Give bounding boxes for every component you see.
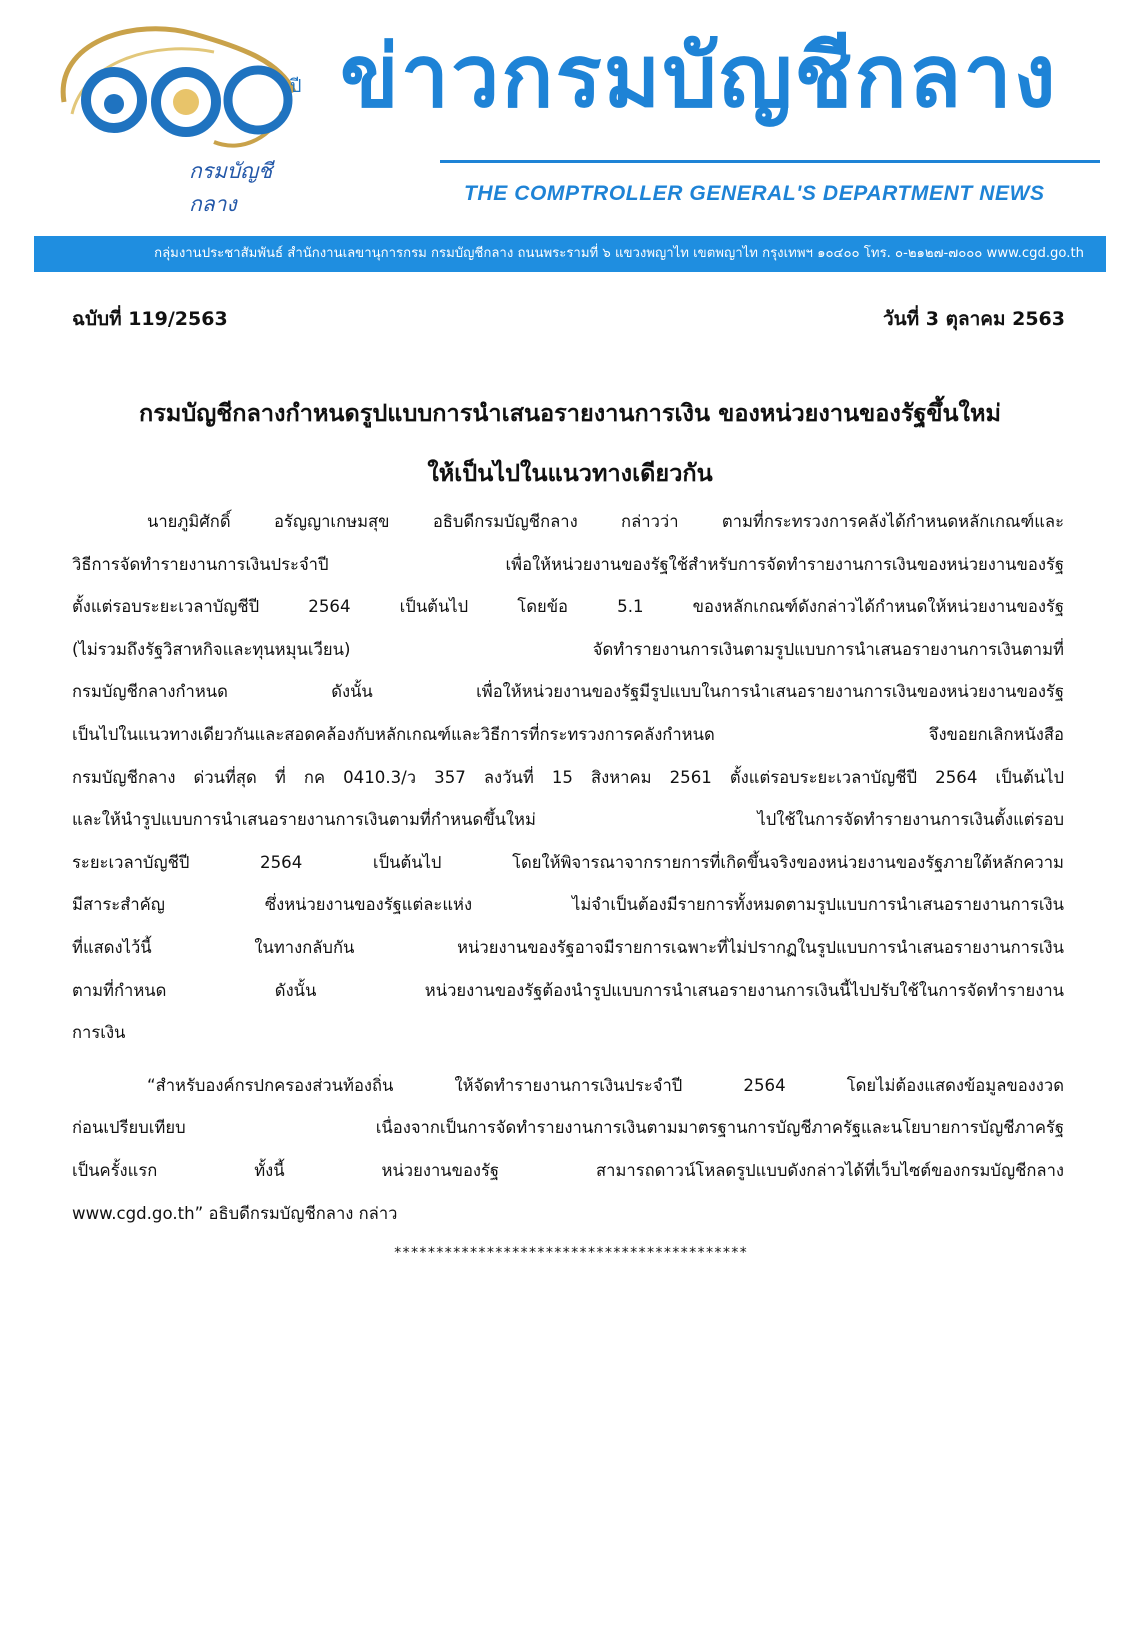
article-headline <box>60 383 1080 503</box>
paragraph-2-line: www.cgd.go.th” อธิบดีกรมบัญชีกลาง กล่าว <box>72 1203 398 1223</box>
paragraph-spacer <box>72 1055 1064 1065</box>
paragraph-1-line: การเงิน <box>72 1023 126 1043</box>
paragraph-2-line: ก่อนเปรียบเทียบ เนื่องจากเป็นการจัดทำรายงานการเงินตามมาตรฐานการบัญชีภาครัฐและนโยบายการบัญชีภาครัฐ <box>72 1118 1064 1138</box>
end-of-article-marker: ****************************************** <box>393 1245 748 1261</box>
paragraph-1-line: เป็นไปในแนวทางเดียวกันและสอดคล้องกับหลักเกณฑ์และวิธีการที่กระทรวงการคลังกำหนด จึงขอยกเลิกหนังสือ <box>72 724 1064 744</box>
issue-number: ฉบับที่ 119/2563 <box>72 308 228 330</box>
headline-line-2: ให้เป็นไปในแนวทางเดียวกัน <box>427 459 713 487</box>
paragraph-1-line: มีสาระสำคัญ ซึ่งหน่วยงานของรัฐแต่ละแห่ง ไม่จำเป็นต้องมีรายการทั้งหมดตามรูปแบบการนำเสนอรายงานการเงิน <box>72 895 1064 915</box>
paragraph-1-line: และให้นำรูปแบบการนำเสนอรายงานการเงินตามที่กำหนดขึ้นใหม่ ไปใช้ในการจัดทำรายงานการเงินตั้งแต่รอบ <box>72 810 1064 830</box>
newsletter-header <box>0 0 1141 230</box>
paragraph-1-line: นายภูมิศักดิ์ อรัญญาเกษมสุข อธิบดีกรมบัญชีกลาง กล่าวว่า ตามที่กระทรวงการคลังได้กำหนดหลักเกณฑ์และ <box>147 512 1064 531</box>
article-body <box>72 501 1064 1235</box>
paragraph-1-line: กรมบัญชีกลางกำหนด ดังนั้น เพื่อให้หน่วยงานของรัฐมีรูปแบบในการนำเสนอรายงานการเงินของหน่วยงานของรัฐ <box>72 682 1064 702</box>
issue-date: วันที่ 3 ตุลาคม 2563 <box>882 308 1065 330</box>
paragraph-1-line: ตั้งแต่รอบระยะเวลาบัญชีปี 2564 เป็นต้นไป โดยข้อ 5.1 ของหลักเกณฑ์ดังกล่าวได้กำหนดให้หน่วยงานของรัฐ <box>72 597 1064 617</box>
contact-bar: กลุ่มงานประชาสัมพันธ์ สำนักงานเลขานุการกรม กรมบัญชีกลาง ถนนพระรามที่ ๖ แขวงพญาไท เขตพญาไท กรุงเทพฯ ๑๐๔๐๐ โทร. ๐-๒๑๒๗-๗๐๐๐ www.cgd.go.th <box>34 236 1106 272</box>
paragraph-2-line: “สำหรับองค์กรปกครองส่วนท้องถิ่น ให้จัดทำรายงานการเงินประจำปี 2564 โดยไม่ต้องแสดงข้อมูลของงวด <box>147 1075 1064 1095</box>
newsletter-title: ข่าวกรมบัญชีกลาง <box>340 27 1058 127</box>
svg-text:ปี: ปี <box>290 76 302 97</box>
paragraph-1-line: วิธีการจัดทำรายงานการเงินประจำปี เพื่อให้หน่วยงานของรัฐใช้สำหรับการจัดทำรายงานการเงินของหน่วยงานของรัฐ <box>72 554 1064 574</box>
paragraph-1-line: ที่แสดงไว้นี้ ในทางกลับกัน หน่วยงานของรัฐอาจมีรายการเฉพาะที่ไม่ปรากฏในรูปแบบการนำเสนอรายงานการเงิน <box>72 937 1064 957</box>
paragraph-1-line: ตามที่กำหนด ดังนั้น หน่วยงานของรัฐต้องนำรูปแบบการนำเสนอรายงานการเงินนี้ไปปรับใช้ในการจัดทำรายงาน <box>72 980 1064 1000</box>
title-underline <box>440 160 1100 163</box>
paragraph-2-line: เป็นครั้งแรก ทั้งนี้ หน่วยงานของรัฐ สามารถดาวน์โหลดรูปแบบดังกล่าวได้ที่เว็บไซต์ของกรมบัญชีกลาง <box>72 1160 1064 1180</box>
newsletter-english-title: THE COMPTROLLER GENERAL'S DEPARTMENT NEWS <box>464 182 1045 205</box>
paragraph-1-line: (ไม่รวมถึงรัฐวิสาหกิจและทุนหมุนเวียน) จัดทำรายงานการเงินตามรูปแบบการนำเสนอรายงานการเงินตามที่ <box>72 639 1064 659</box>
paragraph-1-line: ระยะเวลาบัญชีปี 2564 เป็นต้นไป โดยให้พิจารณาจากรายการที่เกิดขึ้นจริงของหน่วยงานของรัฐภายใต้หลักความ <box>72 852 1064 872</box>
department-logo <box>44 22 314 216</box>
paragraph-1-line: กรมบัญชีกลาง ด่วนที่สุด ที่ กค 0410.3/ว 357 ลงวันที่ 15 สิงหาคม 2561 ตั้งแต่รอบระยะเวลาบัญชีปี 2564 เป็นต้นไป <box>72 767 1064 787</box>
logo-department-label: กรมบัญชีกลาง <box>189 159 273 216</box>
headline-line-1: กรมบัญชีกลางกำหนดรูปแบบการนำเสนอรายงานการเงิน ของหน่วยงานของรัฐขึ้นใหม่ <box>138 399 1001 427</box>
